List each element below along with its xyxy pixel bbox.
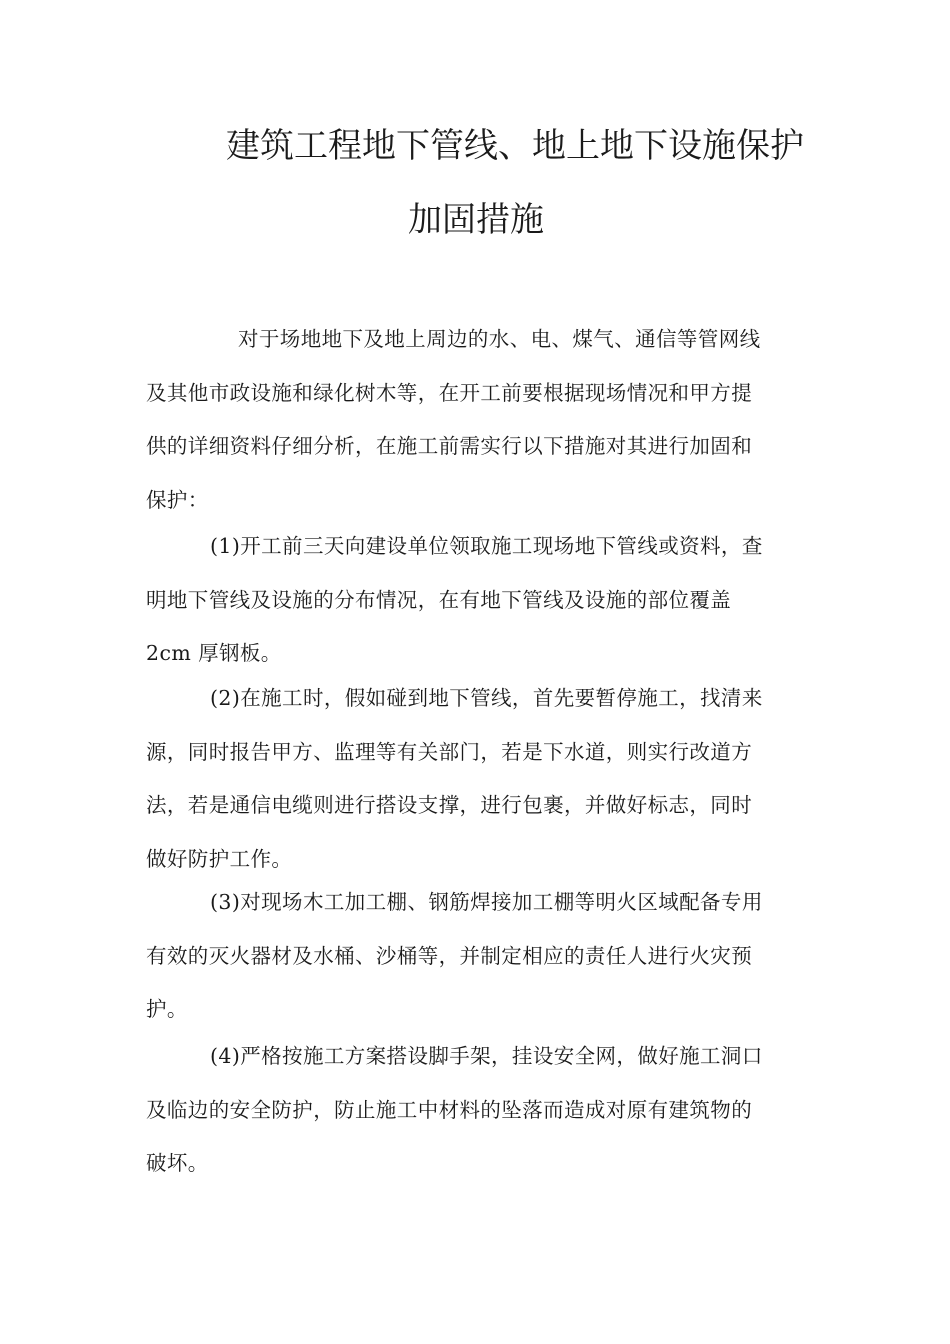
document-title-line-1: 建筑工程地下管线、地上地下设施保护 xyxy=(226,126,804,166)
item-1-paragraph xyxy=(146,520,806,681)
item-2-line-2: 源，同时报告甲方、监理等有关部门，若是下水道，则实行改道方 xyxy=(146,739,753,764)
item-2-line-4: 做好防护工作。 xyxy=(146,846,293,871)
item-3-line-1: (3)对现场木工加工棚、钢筋焊接加工棚等明火区域配备专用 xyxy=(210,890,763,914)
item-2-paragraph xyxy=(146,672,806,886)
item-2-line-3: 法，若是通信电缆则进行搭设支撑，进行包裹，并做好标志，同时 xyxy=(146,793,753,817)
item-4-paragraph xyxy=(146,1030,806,1191)
item-3-line-3: 护。 xyxy=(146,997,188,1021)
intro-line-4: 保护： xyxy=(146,487,209,512)
item-4-line-2: 及临边的安全防护，防止施工中材料的坠落而造成对原有建筑物的 xyxy=(146,1097,753,1122)
intro-line-1: 对于场地地下及地上周边的水、电、煤气、通信等管网线 xyxy=(238,327,761,351)
item-3-line-2: 有效的灭火器材及水桶、沙桶等，并制定相应的责任人进行火灾预 xyxy=(146,943,753,968)
item-2-line-1: (2)在施工时，假如碰到地下管线，首先要暂停施工，找清来 xyxy=(210,686,763,710)
item-1-line-3: 2cm 厚钢板。 xyxy=(146,641,282,665)
intro-paragraph xyxy=(146,313,806,527)
intro-line-2: 及其他市政设施和绿化树木等，在开工前要根据现场情况和甲方提 xyxy=(146,380,753,405)
item-1-line-2: 明地下管线及设施的分布情况，在有地下管线及设施的部位覆盖 xyxy=(146,587,732,612)
item-4-line-1: (4)严格按施工方案搭设脚手架，挂设安全网，做好施工洞口 xyxy=(210,1044,763,1068)
document-title-line-2: 加固措施 xyxy=(408,200,544,240)
item-4-line-3: 破坏。 xyxy=(146,1151,209,1175)
item-1-line-1: (1)开工前三天向建设单位领取施工现场地下管线或资料，查 xyxy=(210,534,763,558)
intro-line-3: 供的详细资料仔细分析，在施工前需实行以下措施对其进行加固和 xyxy=(146,434,753,458)
item-3-paragraph xyxy=(146,876,806,1037)
